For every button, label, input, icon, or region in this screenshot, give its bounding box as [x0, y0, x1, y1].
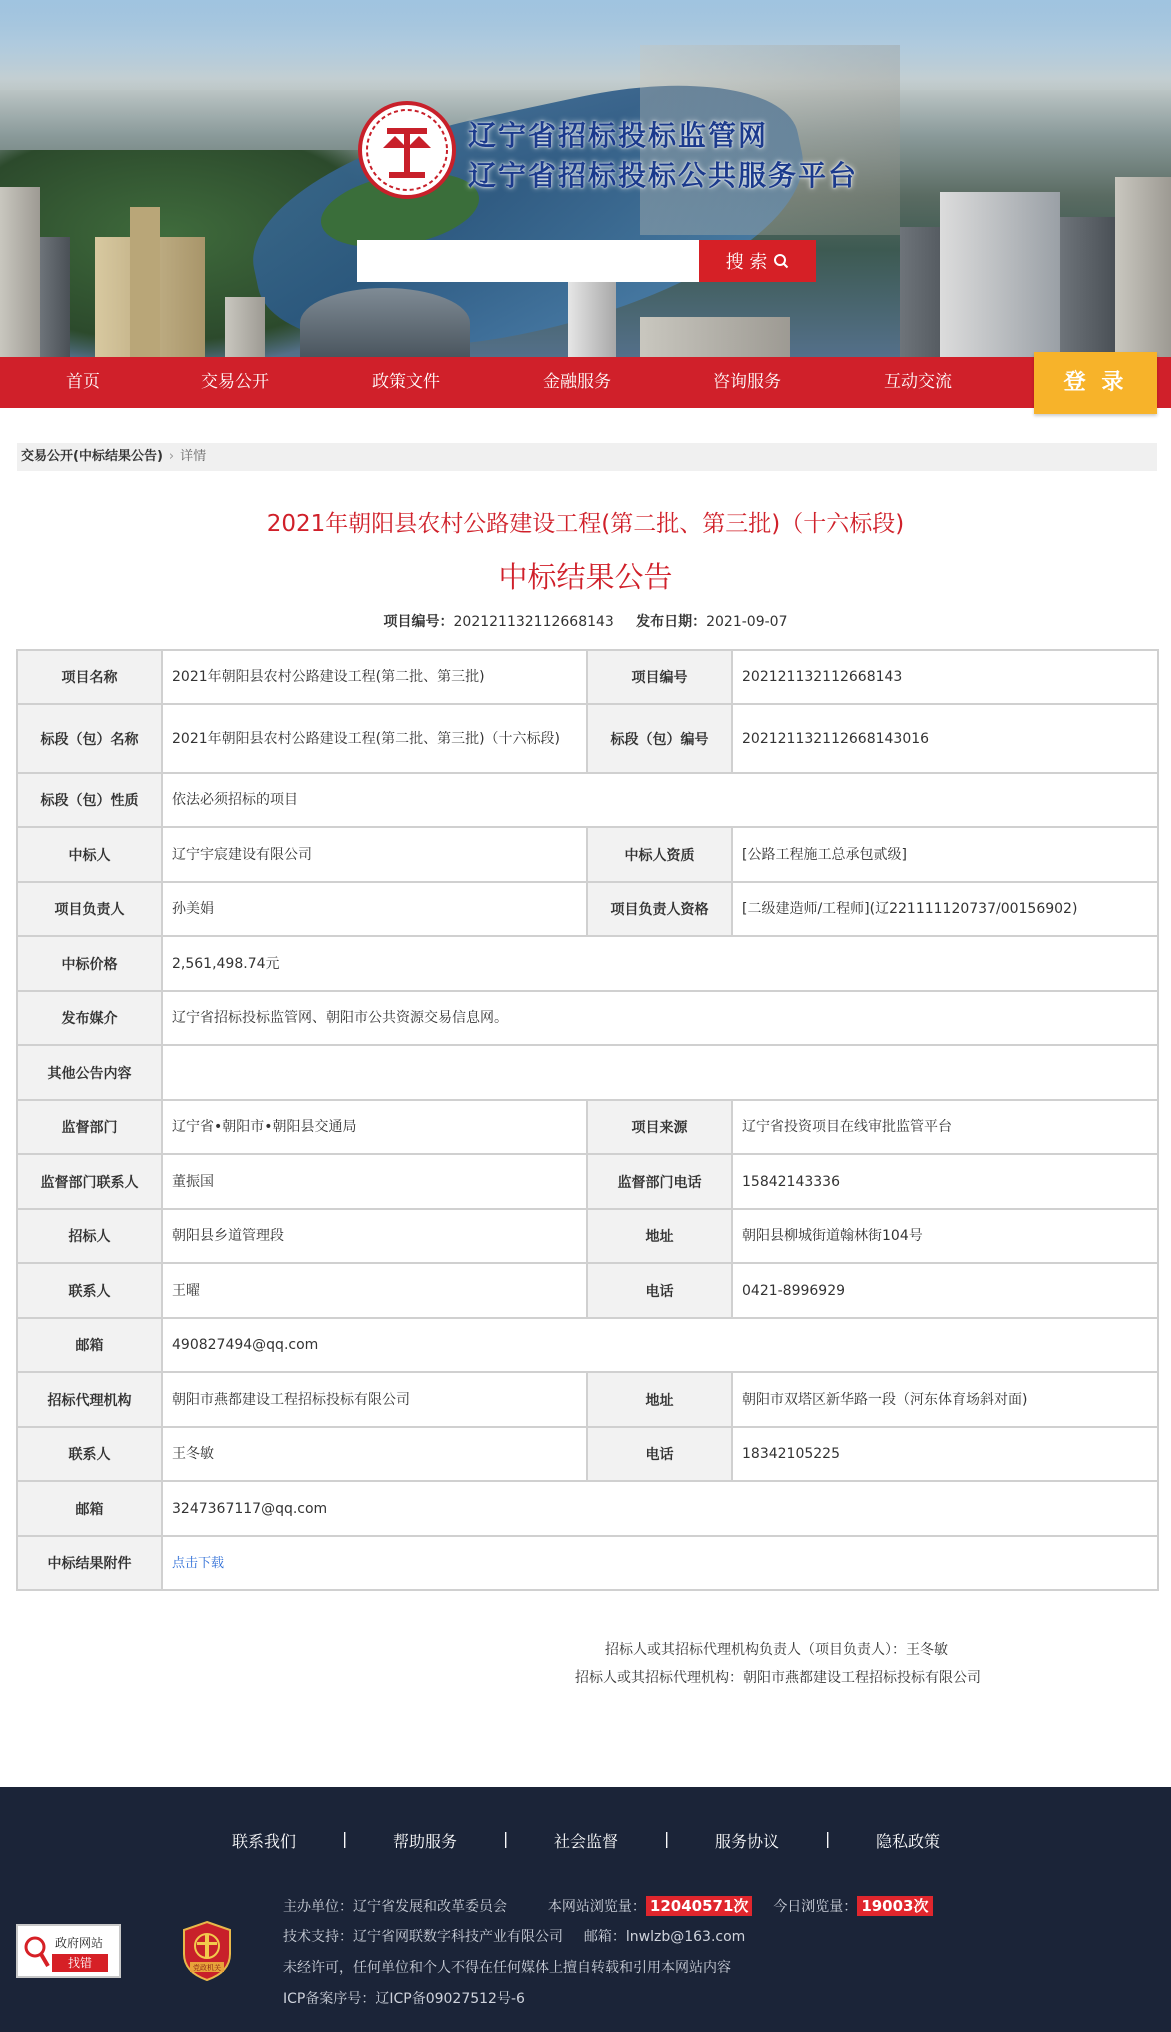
footer-email: 邮箱：lnwlzb@163.com	[583, 1929, 746, 1945]
footer-link-agreement[interactable]: 服务协议	[715, 1832, 780, 1851]
agency-email-value: 3247367117@qq.com	[162, 1481, 1158, 1536]
footer-today-count: 19003次	[857, 1896, 932, 1916]
footer-separator: |	[664, 1829, 670, 1848]
project-name-value: 2021年朝阳县农村公路建设工程(第二批、第三批)	[162, 650, 587, 704]
footer	[0, 1787, 1171, 2032]
table-row	[17, 704, 1158, 773]
site-logo-icon	[357, 100, 457, 200]
footer-host: 主办单位：辽宁省发展和改革委员会	[283, 1899, 507, 1915]
nav-item-interact[interactable]: 互动交流	[884, 372, 952, 392]
login-button[interactable]: 登 录	[1034, 352, 1157, 414]
main-nav	[0, 357, 1171, 408]
project-name-label: 项目名称	[17, 650, 162, 704]
sup-contact-label: 监督部门联系人	[17, 1154, 162, 1209]
tenderer-label: 招标人	[17, 1209, 162, 1263]
tenderer-value: 朝阳县乡道管理段	[162, 1209, 587, 1263]
other-label: 其他公告内容	[17, 1045, 162, 1100]
agency-value: 朝阳市燕都建设工程招标投标有限公司	[162, 1372, 587, 1427]
search-icon	[773, 253, 789, 269]
detail-table	[16, 649, 1159, 1591]
agency-phone-label: 电话	[587, 1427, 732, 1481]
footer-today-label: 今日浏览量：	[773, 1899, 858, 1915]
table-row	[17, 991, 1158, 1045]
section-nature-value: 依法必须招标的项目	[162, 773, 1158, 827]
tenderer-phone-value: 0421-8996929	[732, 1263, 1158, 1318]
table-row	[17, 827, 1158, 882]
tenderer-contact-label: 联系人	[17, 1263, 162, 1318]
section-name-value: 2021年朝阳县农村公路建设工程(第二批、第三批)（十六标段)	[162, 704, 587, 773]
footer-link-help[interactable]: 帮助服务	[393, 1832, 458, 1851]
gov-badge-line1: 政府网站	[55, 1936, 104, 1950]
tenderer-email-label: 邮箱	[17, 1318, 162, 1372]
section-code-label: 标段（包）编号	[587, 704, 732, 773]
download-link[interactable]: 点击下载	[172, 1555, 225, 1571]
project-no-label: 项目编号：	[383, 614, 454, 630]
agency-label: 招标代理机构	[17, 1372, 162, 1427]
breadcrumb	[17, 443, 1157, 471]
manager-qual-value: [二级建造师/工程师](辽221111120737/00156902)	[732, 882, 1158, 936]
agency-addr-value: 朝阳市双塔区新华路一段（河东体育场斜对面)	[732, 1372, 1158, 1427]
search-input[interactable]	[357, 240, 699, 282]
nav-item-policy[interactable]: 政策文件	[372, 372, 440, 392]
table-row	[17, 1481, 1158, 1536]
footer-separator: |	[342, 1829, 348, 1848]
sup-phone-value: 15842143336	[732, 1154, 1158, 1209]
nav-item-finance[interactable]: 金融服务	[543, 372, 611, 392]
signature-responsible: 招标人或其招标代理机构负责人（项目负责人）：王冬敏	[605, 1642, 948, 1658]
table-row	[17, 1209, 1158, 1263]
winner-value: 辽宁宇宸建设有限公司	[162, 827, 587, 882]
manager-qual-label: 项目负责人资格	[587, 882, 732, 936]
gov-badge-line2: 找错	[52, 1954, 108, 1972]
party-badge-text: 党政机关	[193, 1964, 221, 1972]
project-code-value: 202121132112668143	[732, 650, 1158, 704]
site-title-primary: 辽宁省招标投标监管网	[468, 119, 769, 152]
site-title-secondary: 辽宁省招标投标公共服务平台	[468, 159, 859, 192]
search-button[interactable]	[699, 240, 816, 282]
magnifier-icon	[24, 1934, 50, 1970]
supervisor-value: 辽宁省•朝阳市•朝阳县交通局	[162, 1100, 587, 1154]
agency-phone-value: 18342105225	[732, 1427, 1158, 1481]
table-row	[17, 1154, 1158, 1209]
notice-title: 2021年朝阳县农村公路建设工程(第二批、第三批)（十六标段)	[266, 511, 905, 537]
source-value: 辽宁省投资项目在线审批监管平台	[732, 1100, 1158, 1154]
sup-phone-label: 监督部门电话	[587, 1154, 732, 1209]
price-label: 中标价格	[17, 936, 162, 991]
breadcrumb-current: 详情	[180, 449, 207, 464]
media-label: 发布媒介	[17, 991, 162, 1045]
notice-meta	[0, 611, 1171, 631]
source-label: 项目来源	[587, 1100, 732, 1154]
tenderer-phone-label: 电话	[587, 1263, 732, 1318]
footer-link-contact[interactable]: 联系我们	[232, 1832, 297, 1851]
table-row	[17, 1100, 1158, 1154]
winner-qual-value: [公路工程施工总承包贰级]	[732, 827, 1158, 882]
manager-label: 项目负责人	[17, 882, 162, 936]
table-row	[17, 1372, 1158, 1427]
notice-subtitle: 中标结果公告	[498, 560, 673, 594]
footer-link-supervision[interactable]: 社会监督	[554, 1832, 619, 1851]
table-row	[17, 650, 1158, 704]
agency-email-label: 邮箱	[17, 1481, 162, 1536]
table-row	[17, 1045, 1158, 1100]
tenderer-addr-label: 地址	[587, 1209, 732, 1263]
chevron-right-icon: ›	[168, 449, 175, 464]
party-organ-emblem-icon[interactable]	[180, 1920, 234, 1982]
agency-contact-value: 王冬敏	[162, 1427, 587, 1481]
attachment-label: 中标结果附件	[17, 1536, 162, 1590]
footer-separator: |	[825, 1829, 831, 1848]
footer-visits-label: 本网站浏览量：	[547, 1899, 646, 1915]
table-row	[17, 882, 1158, 936]
tenderer-addr-value: 朝阳县柳城街道翰林街104号	[732, 1209, 1158, 1263]
attachment-cell	[162, 1536, 1158, 1590]
publish-date-label: 发布日期：	[636, 614, 707, 630]
nav-item-consult[interactable]: 咨询服务	[713, 372, 781, 392]
project-no-value: 202121132112668143	[453, 614, 614, 630]
section-name-label: 标段（包）名称	[17, 704, 162, 773]
footer-link-privacy[interactable]: 隐私政策	[876, 1832, 941, 1851]
media-value: 辽宁省招标投标监管网、朝阳市公共资源交易信息网。	[162, 991, 1158, 1045]
footer-copyright: 未经许可，任何单位和个人不得在任何媒体上擅自转载和引用本网站内容	[283, 1960, 731, 1976]
tenderer-email-value: 490827494@qq.com	[162, 1318, 1158, 1372]
signature-agency: 招标人或其招标代理机构：朝阳市燕都建设工程招标投标有限公司	[575, 1670, 981, 1686]
tenderer-contact-value: 王曜	[162, 1263, 587, 1318]
project-code-label: 项目编号	[587, 650, 732, 704]
agency-addr-label: 地址	[587, 1372, 732, 1427]
publish-date-value: 2021-09-07	[706, 614, 788, 630]
table-row	[17, 1263, 1158, 1318]
footer-tech-support: 技术支持：辽宁省网联数字科技产业有限公司	[283, 1929, 563, 1945]
gov-site-error-badge[interactable]	[16, 1924, 121, 1978]
section-code-value: 202121132112668143016	[732, 704, 1158, 773]
supervisor-label: 监督部门	[17, 1100, 162, 1154]
footer-host-line	[283, 1895, 933, 1916]
search-button-label: 搜 索	[725, 252, 768, 273]
nav-item-home[interactable]: 首页	[66, 372, 100, 392]
table-row	[17, 1318, 1158, 1372]
agency-contact-label: 联系人	[17, 1427, 162, 1481]
section-nature-label: 标段（包）性质	[17, 773, 162, 827]
table-row	[17, 773, 1158, 827]
other-value	[162, 1045, 1158, 1100]
footer-tech-line	[283, 1926, 745, 1946]
footer-visits-count: 12040571次	[646, 1896, 753, 1916]
footer-icp[interactable]: ICP备案序号：辽ICP备09027512号-6	[283, 1991, 525, 2007]
winner-qual-label: 中标人资质	[587, 827, 732, 882]
table-row	[17, 1536, 1158, 1590]
table-row	[17, 1427, 1158, 1481]
price-value: 2,561,498.74元	[162, 936, 1158, 991]
table-row	[17, 936, 1158, 991]
winner-label: 中标人	[17, 827, 162, 882]
manager-value: 孙美娟	[162, 882, 587, 936]
breadcrumb-parent[interactable]: 交易公开(中标结果公告)	[21, 449, 163, 464]
sup-contact-value: 董振国	[162, 1154, 587, 1209]
nav-item-trade[interactable]: 交易公开	[201, 372, 269, 392]
footer-separator: |	[503, 1829, 509, 1848]
